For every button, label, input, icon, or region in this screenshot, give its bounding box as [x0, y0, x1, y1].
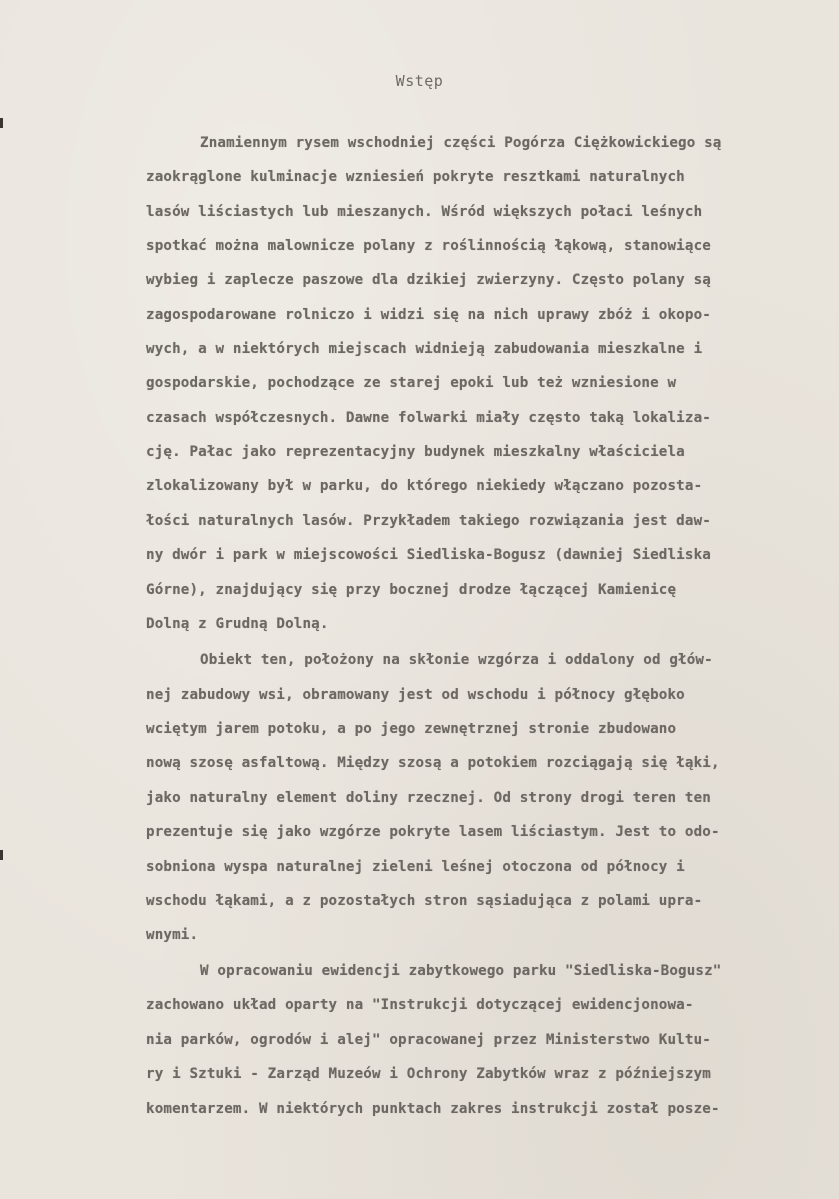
- text-line: zlokalizowany był w parku, do którego niekiedy włączano pozosta-: [146, 478, 703, 494]
- text-line: Znamiennym rysem wschodniej części Pogórza Ciężkowickiego są: [200, 135, 722, 151]
- text-line: wnymi.: [146, 927, 199, 943]
- text-line: nową szosę asfaltową. Między szosą a potokiem rozciągają się łąki,: [146, 755, 720, 771]
- text-line: łości naturalnych lasów. Przykładem takiego rozwiązania jest daw-: [146, 513, 711, 529]
- text-line: lasów liściastych lub mieszanych. Wśród większych połaci leśnych: [146, 204, 703, 220]
- text-line: Dolną z Grudną Dolną.: [146, 616, 329, 632]
- text-line: cję. Pałac jako reprezentacyjny budynek mieszkalny właściciela: [146, 444, 685, 460]
- text-line: komentarzem. W niektórych punktach zakres instrukcji został posze-: [146, 1101, 720, 1117]
- text-line: Górne), znajdujący się przy bocznej drodze łączącej Kamienicę: [146, 582, 677, 598]
- text-line: nia parków, ogrodów i alej" opracowanej przez Ministerstwo Kultu-: [146, 1032, 711, 1048]
- text-line: czasach współczesnych. Dawne folwarki miały często taką lokaliza-: [146, 410, 711, 426]
- margin-mark: [0, 118, 3, 128]
- text-line: wciętym jarem potoku, a po jego zewnętrznej stronie zbudowano: [146, 721, 677, 737]
- text-line: gospodarskie, pochodzące ze starej epoki lub też wzniesione w: [146, 375, 677, 391]
- text-line: zachowano układ oparty na "Instrukcji dotyczącej ewidencjonowa-: [146, 997, 694, 1013]
- text-line: wybieg i zaplecze paszowe dla dzikiej zwierzyny. Często polany są: [146, 272, 711, 288]
- text-line: wych, a w niektórych miejscach widnieją zabudowania mieszkalne i: [146, 341, 703, 357]
- margin-mark: [0, 850, 3, 860]
- text-line: jako naturalny element doliny rzecznej. Od strony drogi teren ten: [146, 790, 711, 806]
- text-line: spotkać można malownicze polany z roślinnością łąkową, stanowiące: [146, 238, 711, 254]
- text-line: sobniona wyspa naturalnej zieleni leśnej otoczona od północy i: [146, 859, 685, 875]
- text-line: zaokrąglone kulminacje wzniesień pokryte resztkami naturalnych: [146, 169, 685, 185]
- text-line: ny dwór i park w miejscowości Siedliska-Bogusz (dawniej Siedliska: [146, 547, 711, 563]
- text-line: nej zabudowy wsi, obramowany jest od wschodu i północy głęboko: [146, 687, 685, 703]
- text-line: prezentuje się jako wzgórze pokryte lasem liściastym. Jest to odo-: [146, 824, 720, 840]
- document-title: Wstęp: [395, 72, 444, 90]
- text-line: wschodu łąkami, a z pozostałych stron sąsiadująca z polami upra-: [146, 893, 703, 909]
- text-line: W opracowaniu ewidencji zabytkowego parku "Siedliska-Bogusz": [200, 963, 722, 979]
- text-line: ry i Sztuki - Zarząd Muzeów i Ochrony Zabytków wraz z późniejszym: [146, 1066, 711, 1082]
- text-line: Obiekt ten, położony na skłonie wzgórza i oddalony od głów-: [200, 652, 713, 668]
- text-line: zagospodarowane rolniczo i widzi się na nich uprawy zbóż i okopo-: [146, 307, 711, 323]
